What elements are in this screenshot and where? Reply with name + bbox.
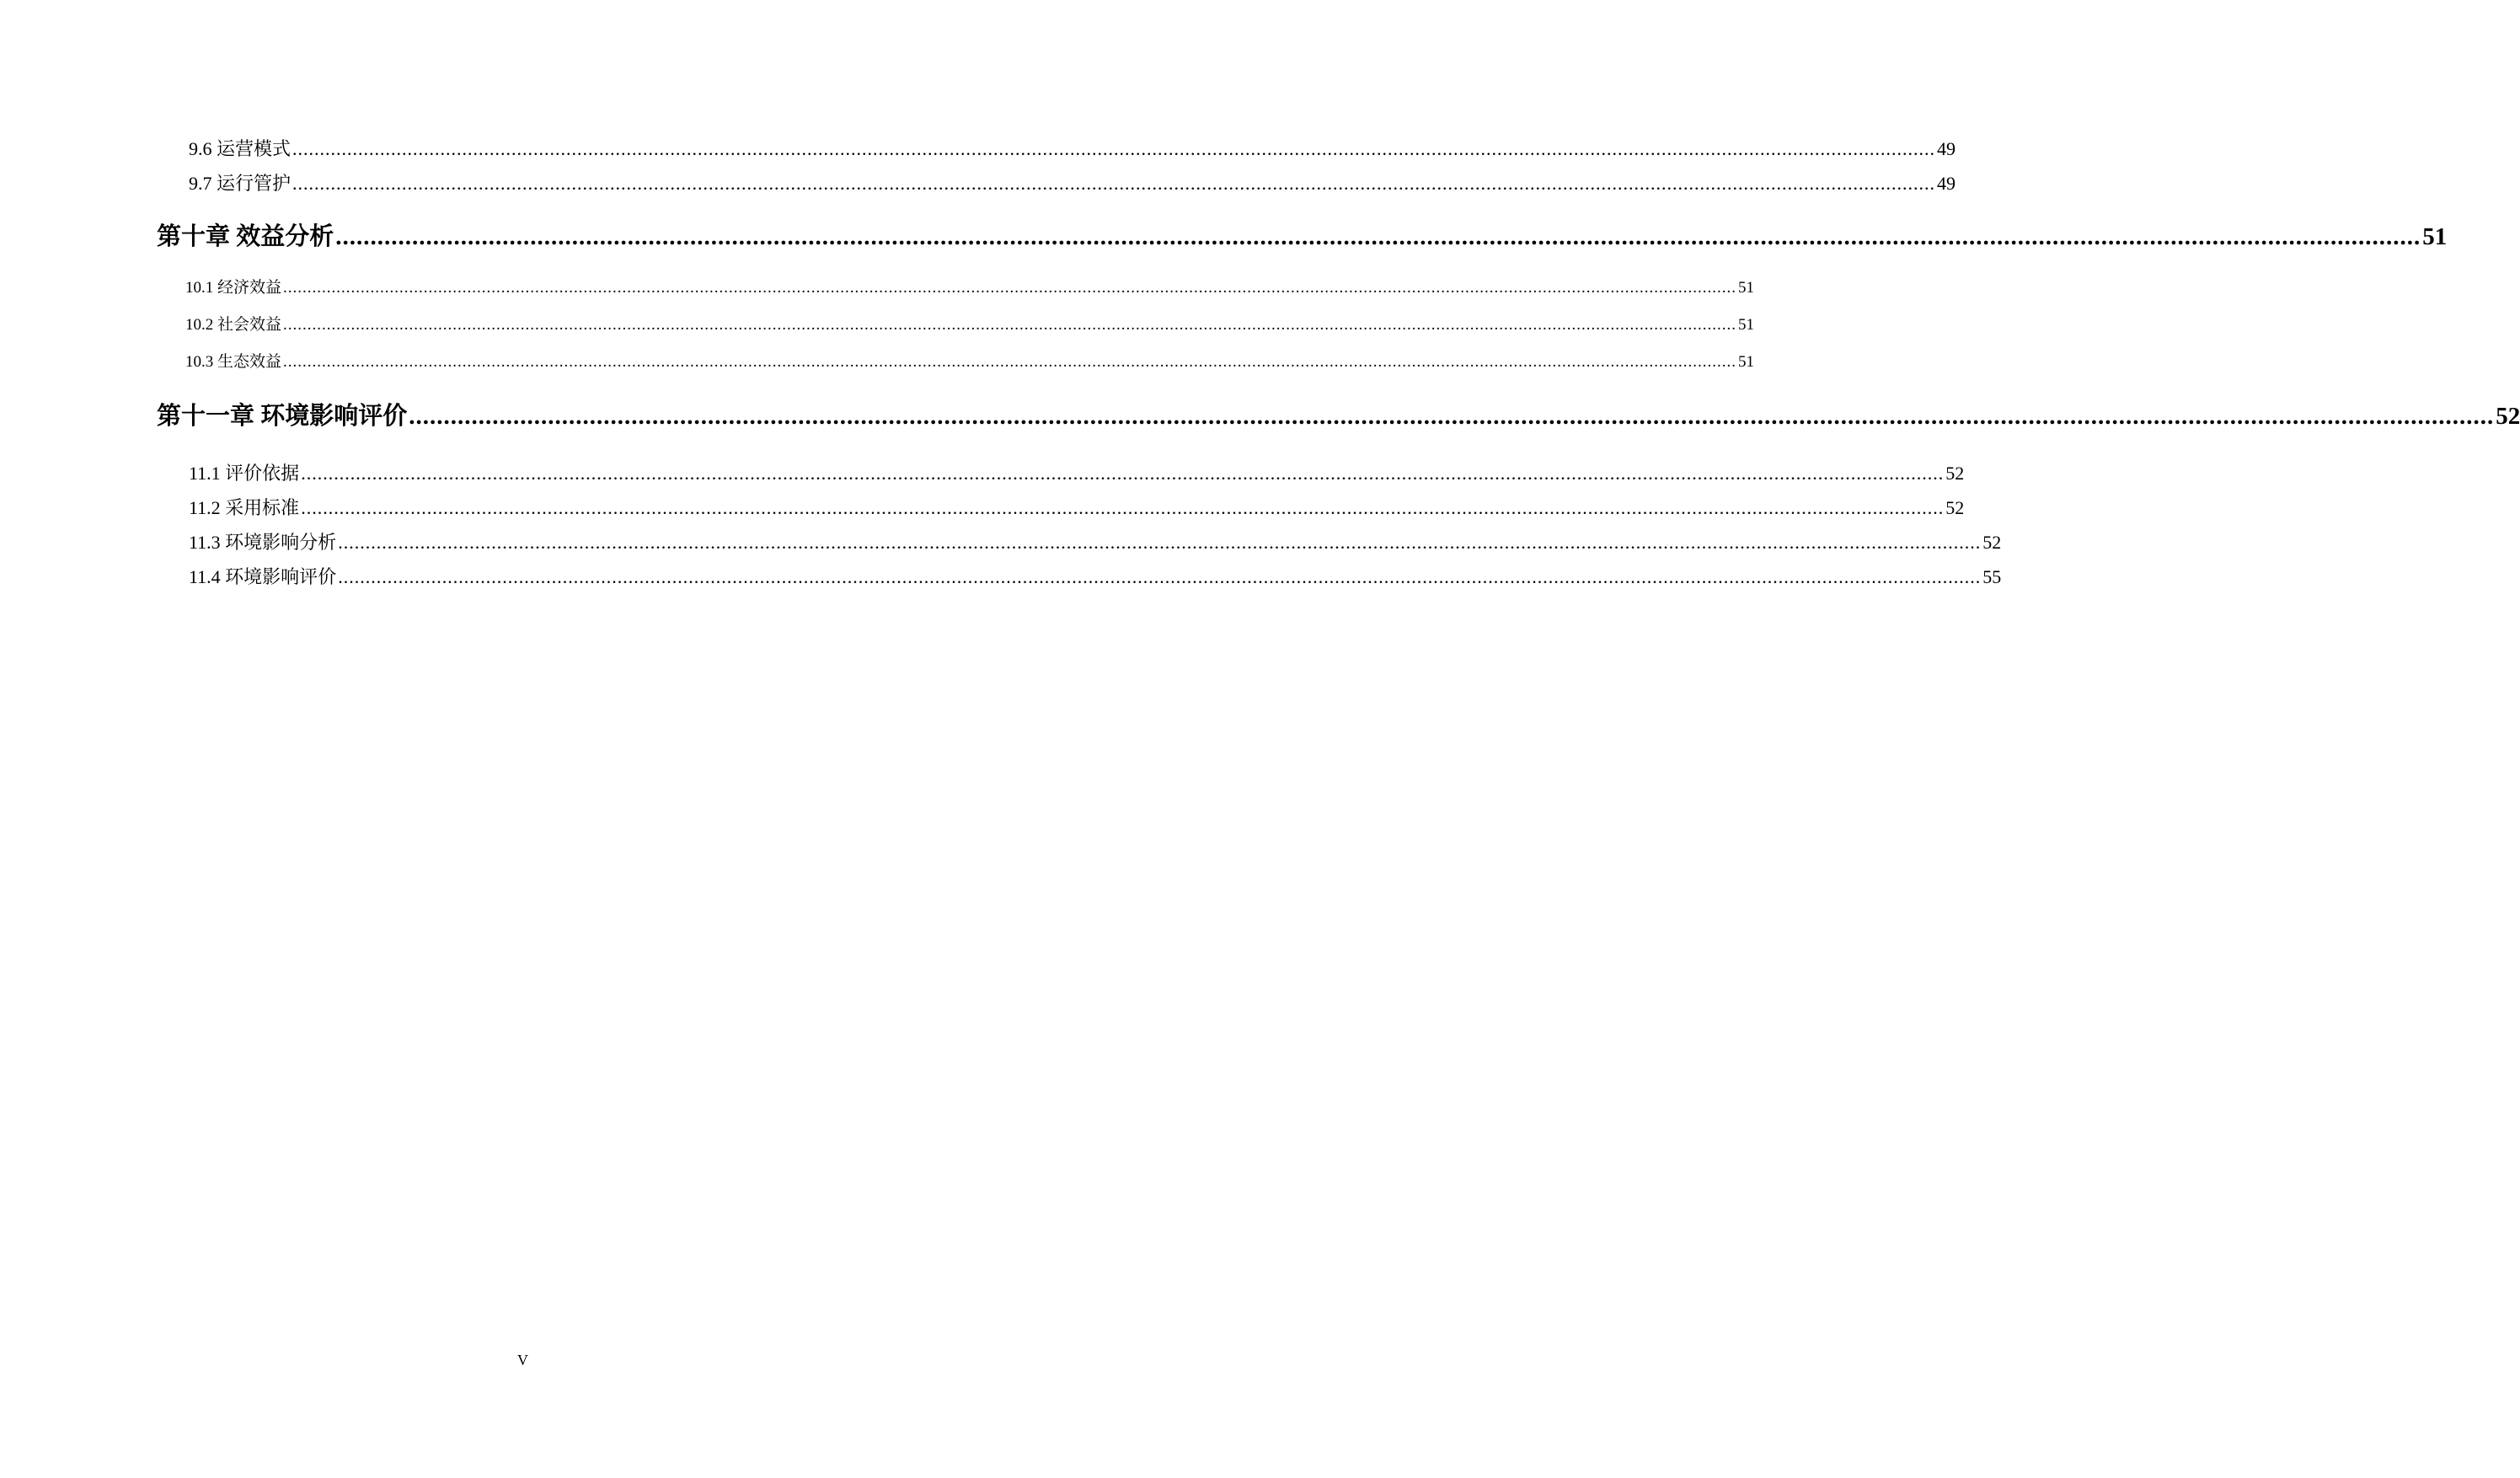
toc-entry-title: 10.2 社会效益: [185, 316, 282, 334]
toc-leader: ............................................................................................................................................................................................................................................................................................................: [301, 497, 1945, 518]
toc-entry-page: 51: [2422, 223, 2448, 250]
toc-leader: ............................................................................................................................................................................................................................................................................................................: [335, 223, 2421, 250]
toc-entry[interactable]: [189, 494, 1965, 520]
toc-entry-page: 55: [1982, 566, 2002, 587]
toc-entry-title: 10.3 生态效益: [185, 353, 282, 371]
toc-leader: ............................................................................................................................................................................................................................................................................................................: [338, 532, 1982, 553]
toc-entry-title: 11.1 评价依据: [189, 463, 300, 484]
toc-leader: ............................................................................................................................................................................................................................................................................................................: [409, 403, 2495, 430]
toc-entry-page: 52: [1945, 463, 1965, 484]
toc-leader: ............................................................................................................................................................................................................................................................................................................: [301, 463, 1945, 484]
toc-entry-title: 第十一章 环境影响评价: [157, 403, 408, 430]
toc-entry-title: 10.1 经济效益: [185, 279, 282, 297]
toc-entry[interactable]: [185, 349, 1755, 372]
toc-leader: ............................................................................................................................................................................................................................................................................................................: [338, 566, 1982, 587]
toc-entry-page: 49: [1937, 138, 1956, 159]
toc-leader: ............................................................................................................................................................................................................................................................................................................: [292, 173, 1936, 194]
toc-entry[interactable]: [189, 135, 1956, 161]
toc-entry-title: 11.2 采用标准: [189, 497, 300, 518]
toc-entry-page: 51: [1738, 316, 1755, 334]
toc-entry[interactable]: [189, 528, 2002, 554]
toc-entry-page: 52: [1945, 497, 1965, 518]
toc-chapter-entry[interactable]: [157, 217, 2448, 252]
toc-entry[interactable]: [189, 459, 1965, 485]
toc-entry[interactable]: [189, 563, 2002, 589]
toc-entry-title: 9.7 运行管护: [189, 173, 292, 194]
toc-entry-page: 52: [1982, 532, 2002, 553]
toc-entry-title: 11.3 环境影响分析: [189, 532, 337, 553]
toc-entry-title: 第十章 效益分析: [157, 223, 334, 250]
toc-entry-title: 9.6 运营模式: [189, 138, 292, 159]
toc-leader: ............................................................................................................................................................................................................................................................................................................: [283, 353, 1737, 371]
toc-entry-page: 49: [1937, 173, 1956, 194]
toc-leader: ............................................................................................................................................................................................................................................................................................................: [283, 316, 1737, 334]
toc-leader: ............................................................................................................................................................................................................................................................................................................: [283, 279, 1737, 297]
toc-entry[interactable]: [185, 275, 1755, 297]
toc-entry-title: 11.4 环境影响评价: [189, 566, 337, 587]
toc-entry-page: 51: [1738, 279, 1755, 297]
toc-chapter-entry[interactable]: [157, 397, 2520, 431]
toc-entry[interactable]: [189, 169, 1956, 195]
toc-leader: ............................................................................................................................................................................................................................................................................................................: [292, 138, 1936, 159]
toc-entry[interactable]: [185, 312, 1755, 335]
toc-entry-page: 51: [1738, 353, 1755, 371]
toc-entry-page: 52: [2496, 403, 2520, 430]
page-number: V: [517, 1352, 528, 1368]
